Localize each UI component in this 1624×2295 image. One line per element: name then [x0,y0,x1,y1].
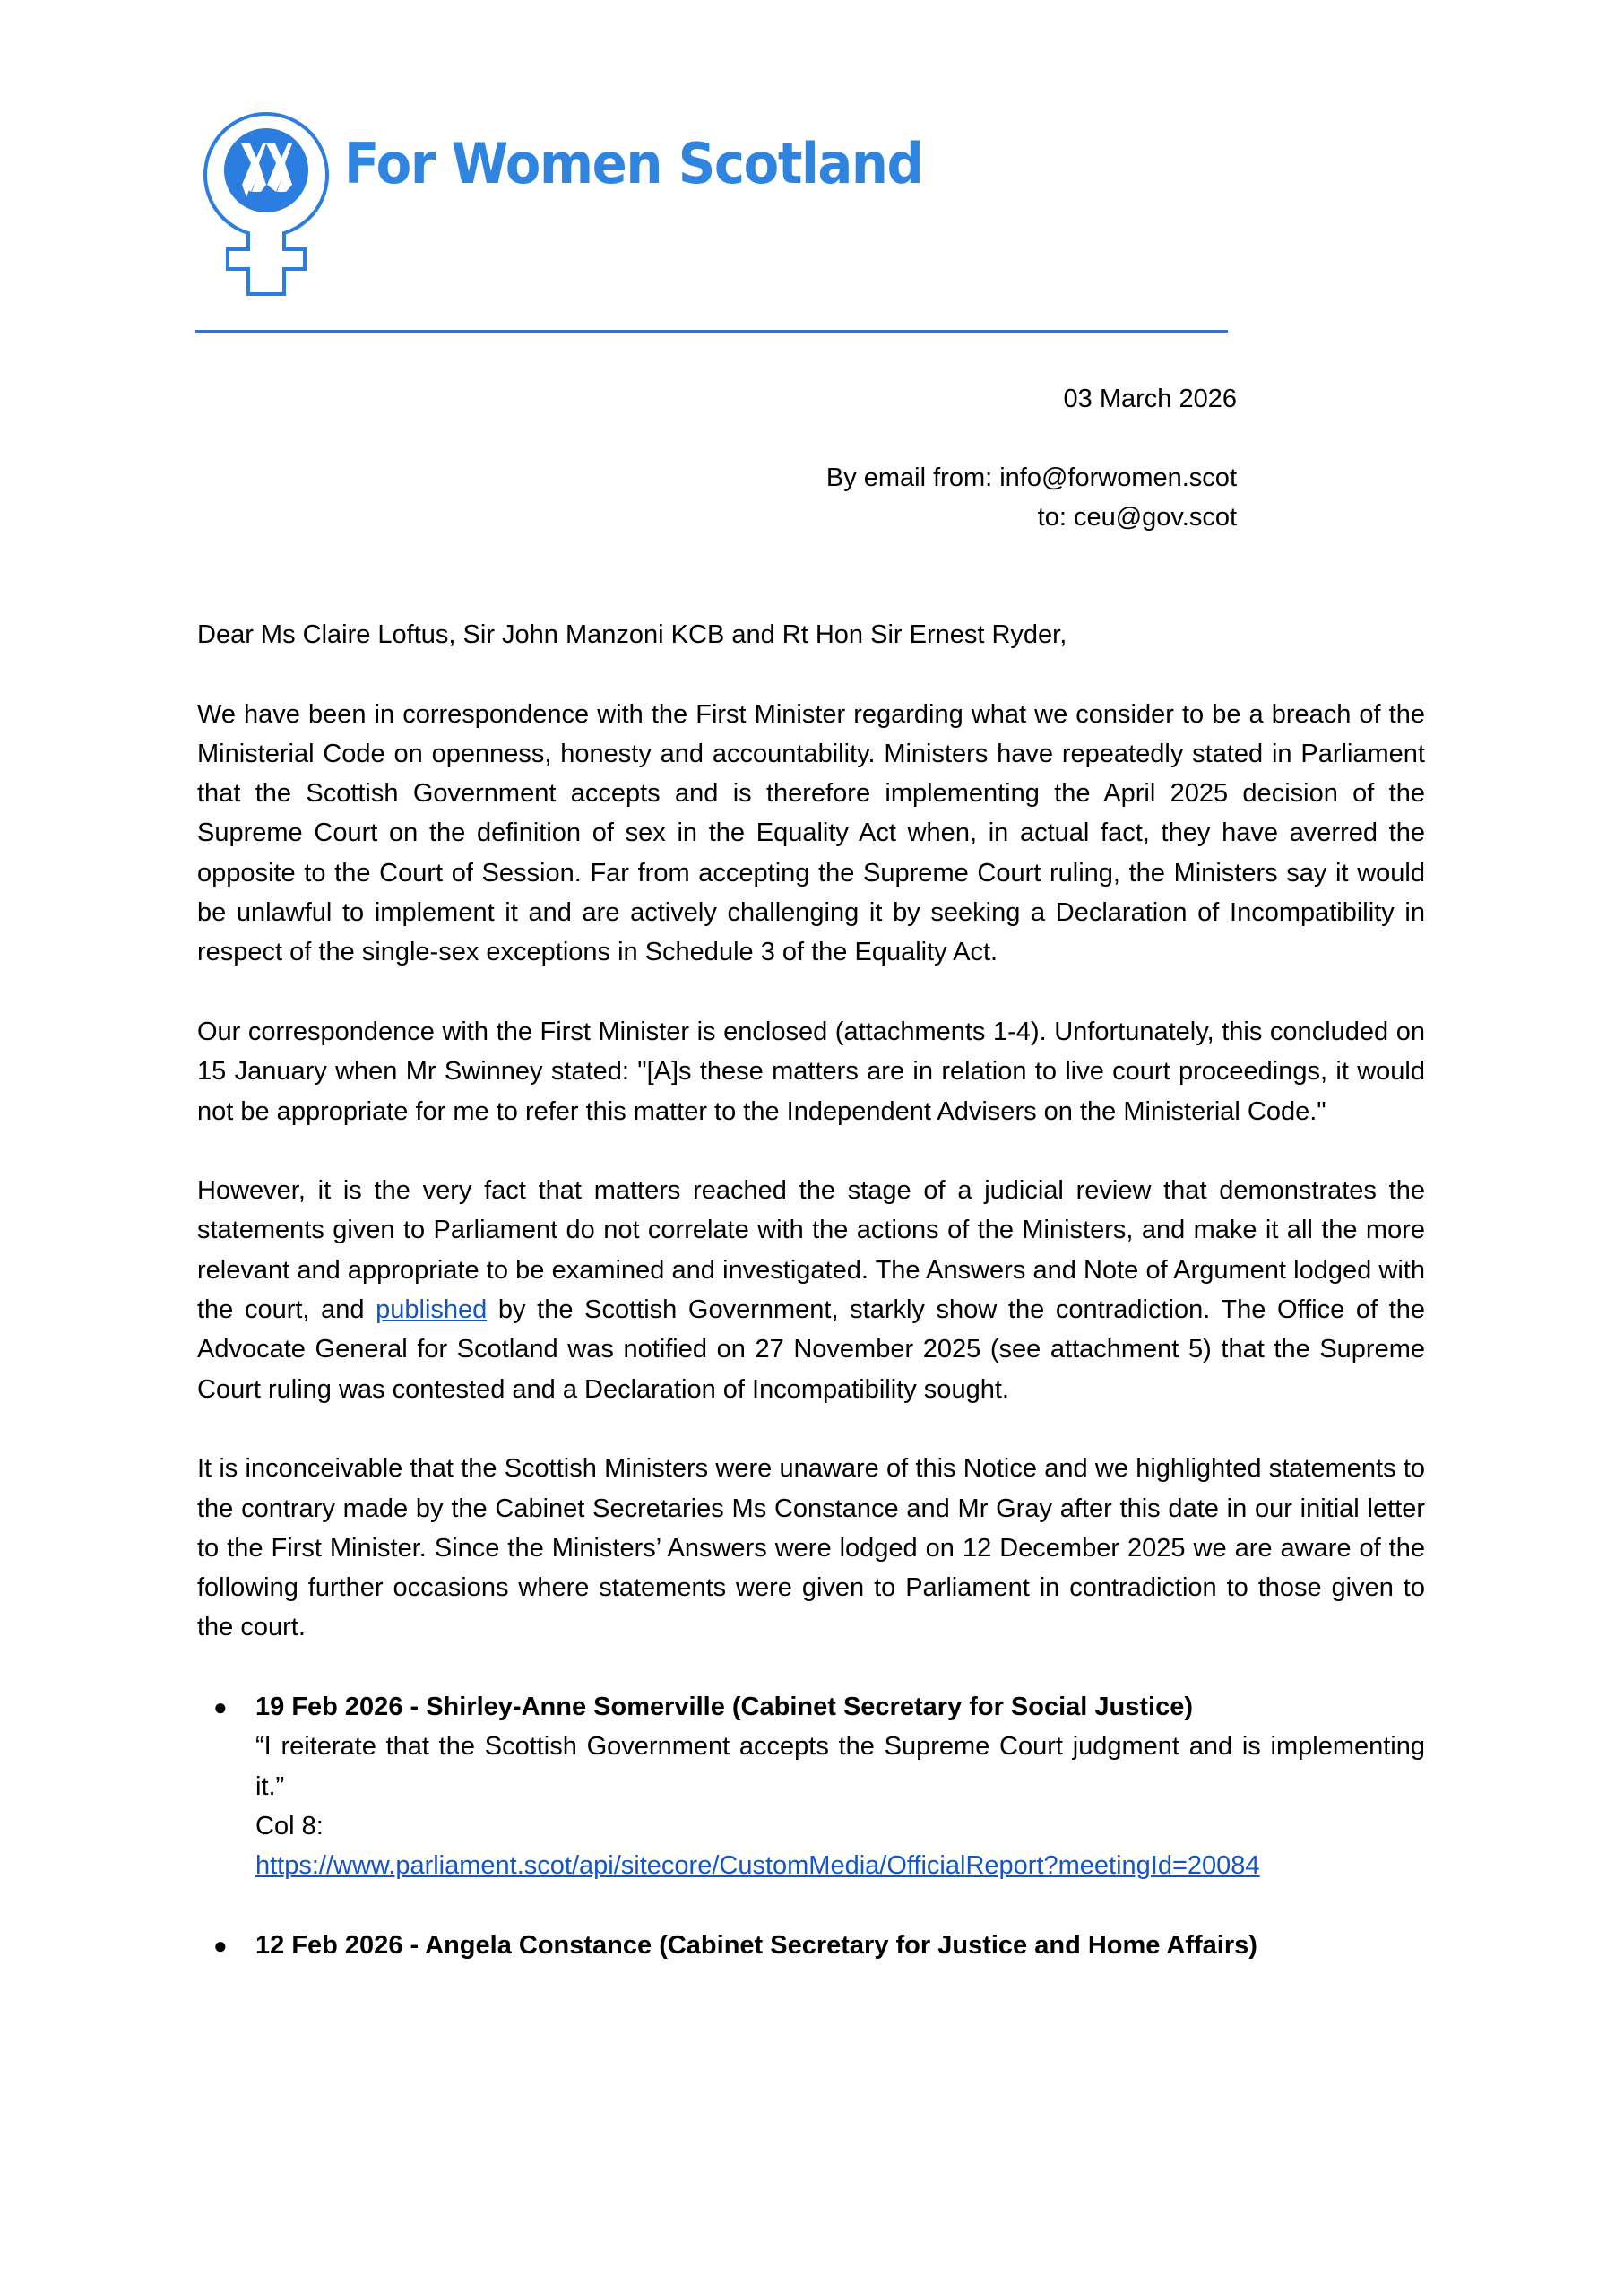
from-line: By email from: info@forwomen.scot [825,463,1237,492]
statement-list [197,1687,1425,1965]
header-divider [195,330,1228,333]
paragraph-3-text-after: by the Scottish Government, starkly show the contradiction. The Office of the Advocate General for Scotland was notified on 27 November 2025 (see attachment 5) that the Supreme Court ruling was contested and a Declaration of Incompatibility sought. [197,1295,1425,1404]
statement-quote: “I reiterate that the Scottish Government accepts the Supreme Court judgment and is implementing it.” [255,1732,1425,1801]
paragraph-2: Our correspondence with the First Minister is enclosed (attachments 1-4). Unfortunately, this concluded on 15 January when Mr Swinney stated: "[A]s these matters are in relation to live court proceedings, it would not be appropriate for me to refer this matter to the Independent Advisers on the Ministerial Code." [197,1017,1425,1126]
column-reference: Col 8: [255,1811,324,1840]
paragraph-3-text-before: However, it is the very fact that matters reached the stage of a judicial review that demonstrates the statements given to Parliament do not correlate with the actions of the Ministers, and make it all the more relevant and appropriate to be examined and investigated. The Answers and Note of Argument lodged with the court, and [197,1176,1425,1325]
official-report-link[interactable]: https://www.parliament.scot/api/sitecore/CustomMedia/OfficialReport?meetingId=20084 [255,1851,1260,1881]
venus-xx-logo-icon [199,99,333,298]
statement-heading: 12 Feb 2026 - Angela Constance (Cabinet Secretary for Justice and Home Affairs) [255,1930,1257,1960]
bullet-icon: ● [213,1693,228,1721]
published-link[interactable]: published [376,1295,488,1325]
paragraph-1: We have been in correspondence with the First Minister regarding what we consider to be a breach of the Ministerial Code on openness, honesty and accountability. Ministers have repeatedly stated in Parliament that the Scottish Government accepts and is therefore implementing the April 2025 decision of the Supreme Court on the definition of sex in the Equality Act when, in actual fact, they have averred the opposite to the Court of Session. Far from accepting the Supreme Court ruling, the Ministers say it would be unlawful to implement it and are actively challenging it by seeking a Declaration of Incompatibility in respect of the single-sex exceptions in Schedule 3 of the Equality Act. [197,699,1425,967]
list-item [197,1926,1425,1965]
letter-body [197,615,1425,2005]
salutation: Dear Ms Claire Loftus, Sir John Manzoni KCB and Rt Hon Sir Ernest Ryder, [197,620,1067,649]
letter-date: 03 March 2026 [1063,385,1237,413]
organization-title: For Women Scotland [344,131,923,196]
to-line: to: ceu@gov.scot [1037,503,1237,532]
email-routing [826,458,1237,537]
paragraph-4: It is inconceivable that the Scottish Ministers were unaware of this Notice and we highlighted statements to the contrary made by the Cabinet Secretaries Ms Constance and Mr Gray after this date in our initial letter to the First Minister. Since the Ministers’ Answers were lodged on 12 December 2025 we are aware of the following further occasions where statements were given to Parliament in contradiction to those given to the court. [197,1454,1425,1642]
statement-heading: 19 Feb 2026 - Shirley-Anne Somerville (Cabinet Secretary for Social Justice) [255,1693,1194,1722]
bullet-icon: ● [213,1931,228,1959]
paragraph-3 [197,1171,1425,1409]
list-item [197,1687,1425,1885]
